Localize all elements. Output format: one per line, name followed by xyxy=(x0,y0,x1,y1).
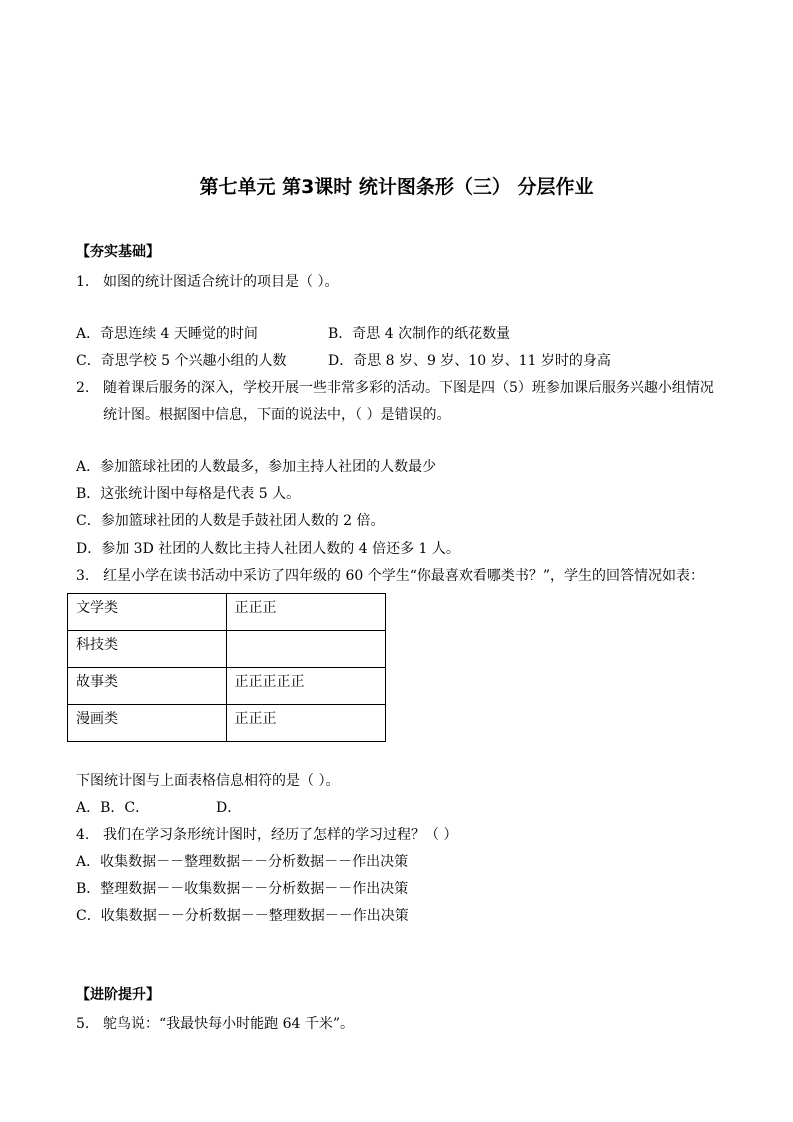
table-cell-tally xyxy=(226,631,386,668)
q5-stem: 鸵鸟说：“我最快每小时能跑 64 千米”。 xyxy=(103,1016,355,1032)
q2-option-d: D．参加 3D 社团的人数比主持人社团人数的 4 倍还多 1 人。 xyxy=(76,541,460,557)
table-row xyxy=(68,631,386,668)
table-cell-category: 文学类 xyxy=(68,594,227,631)
q1-option-a: A．奇思连续 4 天睡觉的时间 xyxy=(76,326,258,342)
table-cell-tally: 正正正 xyxy=(226,705,386,742)
q2-option-a: A．参加篮球社团的人数最多，参加主持人社团的人数最少 xyxy=(76,459,437,475)
q4-stem: 我们在学习条形统计图时，经历了怎样的学习过程？（ ） xyxy=(103,827,458,843)
q1-number: 1. xyxy=(76,274,90,290)
table-cell-category: 故事类 xyxy=(68,668,227,705)
q4-number: 4. xyxy=(76,827,90,843)
q2-stem-line2: 统计图。根据图中信息，下面的说法中，（ ）是错误的。 xyxy=(103,407,451,423)
q4-option-c: C．收集数据－－分析数据－－整理数据－－作出决策 xyxy=(76,908,409,924)
table-row xyxy=(68,705,386,742)
tally-table xyxy=(67,593,386,742)
page-title: 第七单元 第3课时 统计图条形（三） 分层作业 xyxy=(199,176,594,198)
q2-option-b: B．这张统计图中每格是代表 5 人。 xyxy=(76,486,301,502)
table-row xyxy=(68,668,386,705)
q4-option-a: A．收集数据－－整理数据－－分析数据－－作出决策 xyxy=(76,854,409,870)
q5-number: 5. xyxy=(76,1016,90,1032)
q3-stem: 红星小学在读书活动中采访了四年级的 60 个学生“你最喜欢看哪类书？”，学生的回答情况如表： xyxy=(103,568,705,584)
q2-option-c: C．参加篮球社团的人数是手鼓社团人数的 2 倍。 xyxy=(76,513,385,529)
q2-number: 2. xyxy=(76,380,90,396)
q1-option-b: B．奇思 4 次制作的纸花数量 xyxy=(328,326,511,342)
table-cell-category: 科技类 xyxy=(68,631,227,668)
q1-option-d: D．奇思 8 岁、9 岁、10 岁、11 岁时的身高 xyxy=(328,353,611,369)
table-cell-tally: 正正正正正 xyxy=(226,668,386,705)
section-heading-basic: 【夯实基础】 xyxy=(76,244,160,260)
table-cell-category: 漫画类 xyxy=(68,705,227,742)
q3-followup: 下图统计图与上面表格信息相符的是（ ）。 xyxy=(76,773,340,789)
q3-number: 3. xyxy=(76,568,90,584)
q2-stem-line1: 随着课后服务的深入，学校开展一些非常多彩的活动。下图是四（5）班参加课后服务兴趣小组情况 xyxy=(103,380,714,396)
q1-stem: 如图的统计图适合统计的项目是（ ）。 xyxy=(103,274,339,290)
table-cell-tally: 正正正 xyxy=(226,594,386,631)
q1-option-c: C．奇思学校 5 个兴趣小组的人数 xyxy=(76,353,287,369)
table-row xyxy=(68,594,386,631)
q4-option-b: B．整理数据－－收集数据－－分析数据－－作出决策 xyxy=(76,881,409,897)
q3-option-d: D． xyxy=(216,800,242,816)
q3-options-abc: A．B．C． xyxy=(76,800,150,816)
section-heading-advanced: 【进阶提升】 xyxy=(76,987,160,1003)
